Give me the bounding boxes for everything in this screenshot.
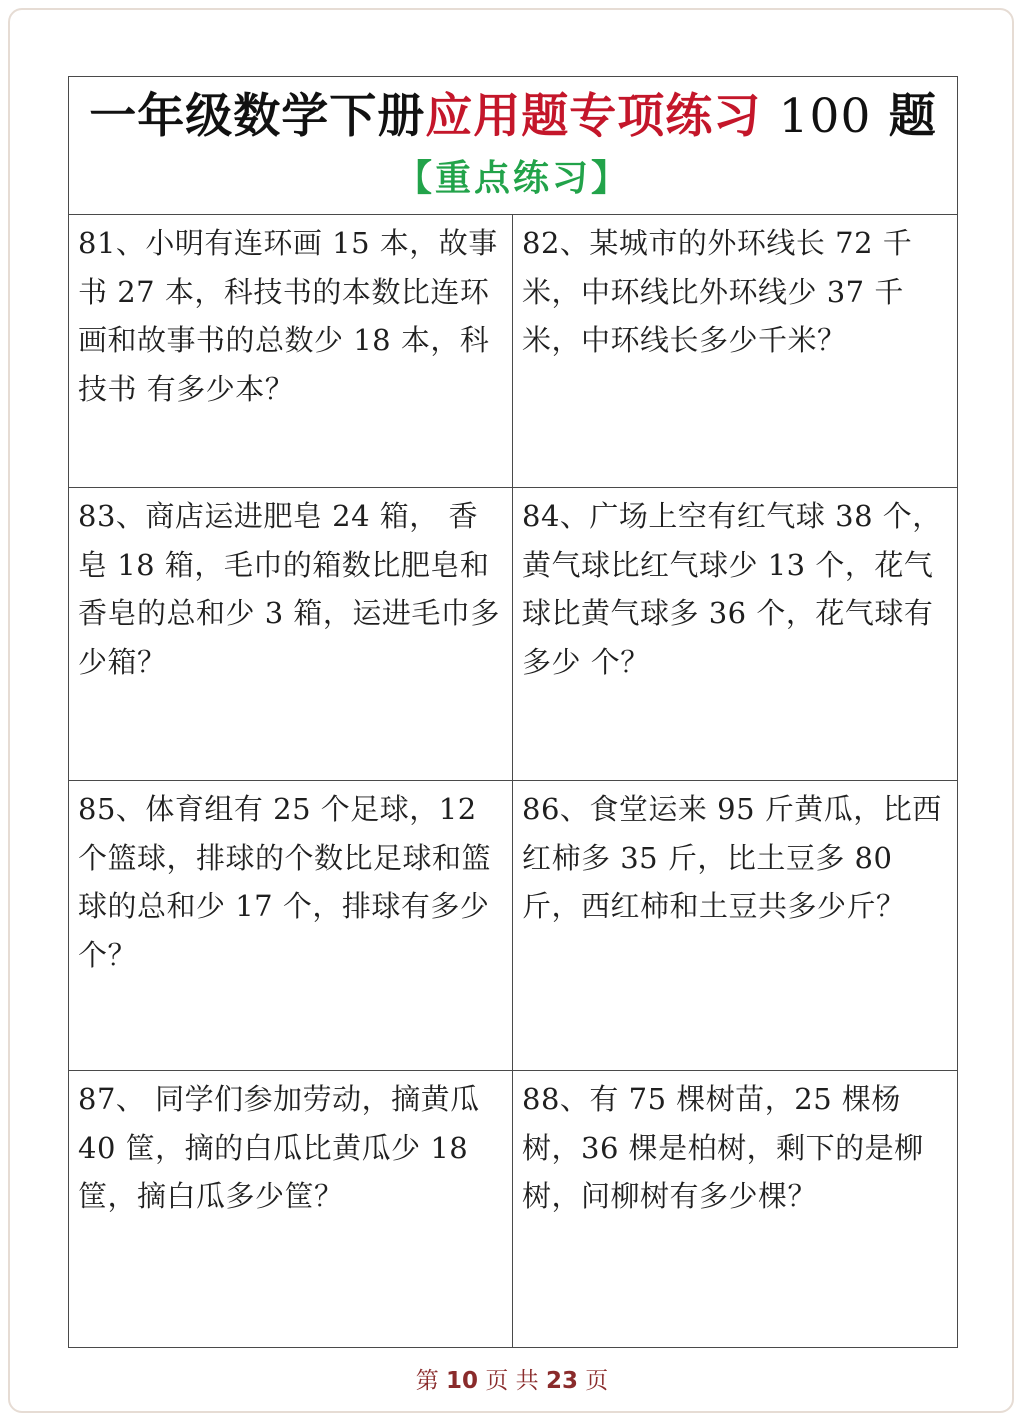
- question-cell-85: [69, 781, 513, 1071]
- question-text: 87、 同学们参加劳动，摘黄瓜 40 筐，摘的白瓜比黄瓜少 18 筐，摘白瓜多少筐？: [78, 1082, 480, 1213]
- page-subtitle: 【重点练习】: [395, 157, 630, 199]
- page-suffix: 页: [585, 1368, 609, 1394]
- question-text: 85、体育组有 25 个足球，12 个篮球，排球的个数比足球和篮球的总和少 17 个，排球有多少个？: [78, 792, 492, 972]
- page-mid: 页 共: [485, 1368, 539, 1394]
- question-cell-86: [513, 781, 957, 1071]
- page-prefix: 第: [415, 1368, 439, 1394]
- questions-grid: [69, 215, 957, 1347]
- question-text: 83、商店运进肥皂 24 箱， 香皂 18 箱，毛巾的箱数比肥皂和香皂的总和少 3 箱，运进毛巾多少箱？: [78, 499, 500, 679]
- page-number: [0, 1366, 1024, 1396]
- current-page: 10: [446, 1368, 479, 1394]
- worksheet: [68, 76, 958, 1348]
- title-count: 100: [778, 89, 872, 144]
- question-text: 86、食堂运来 95 斤黄瓜，比西红柿多 35 斤，比土豆多 80 斤，西红柿和土豆共多少斤？: [522, 792, 942, 923]
- question-text: 84、广场上空有红气球 38 个，黄气球比红气球少 13 个，花气球比黄气球多 36 个，花气球有多少 个？: [522, 499, 942, 679]
- title-highlight: 应用题专项练习: [425, 89, 762, 144]
- question-text: 81、小明有连环画 15 本，故事书 27 本，科技书的本数比连环画和故事书的总数少 18 本，科技书 有多少本？: [78, 226, 498, 406]
- question-text: 88、有 75 棵树苗，25 棵杨树，36 棵是柏树，剩下的是柳树，问柳树有多少棵？: [522, 1082, 924, 1213]
- question-text: 82、某城市的外环线长 72 千米，中环线比外环线少 37 千米，中环线长多少千米？: [522, 226, 913, 357]
- title-main: 一年级数学下册: [89, 89, 426, 144]
- question-cell-83: [69, 488, 513, 781]
- question-cell-87: [69, 1071, 513, 1347]
- title-suffix: 题: [888, 89, 937, 144]
- question-cell-82: [513, 215, 957, 488]
- worksheet-header: [69, 77, 957, 215]
- question-cell-84: [513, 488, 957, 781]
- total-pages: 23: [545, 1368, 578, 1394]
- question-cell-81: [69, 215, 513, 488]
- question-cell-88: [513, 1071, 957, 1347]
- page-title: [69, 87, 957, 147]
